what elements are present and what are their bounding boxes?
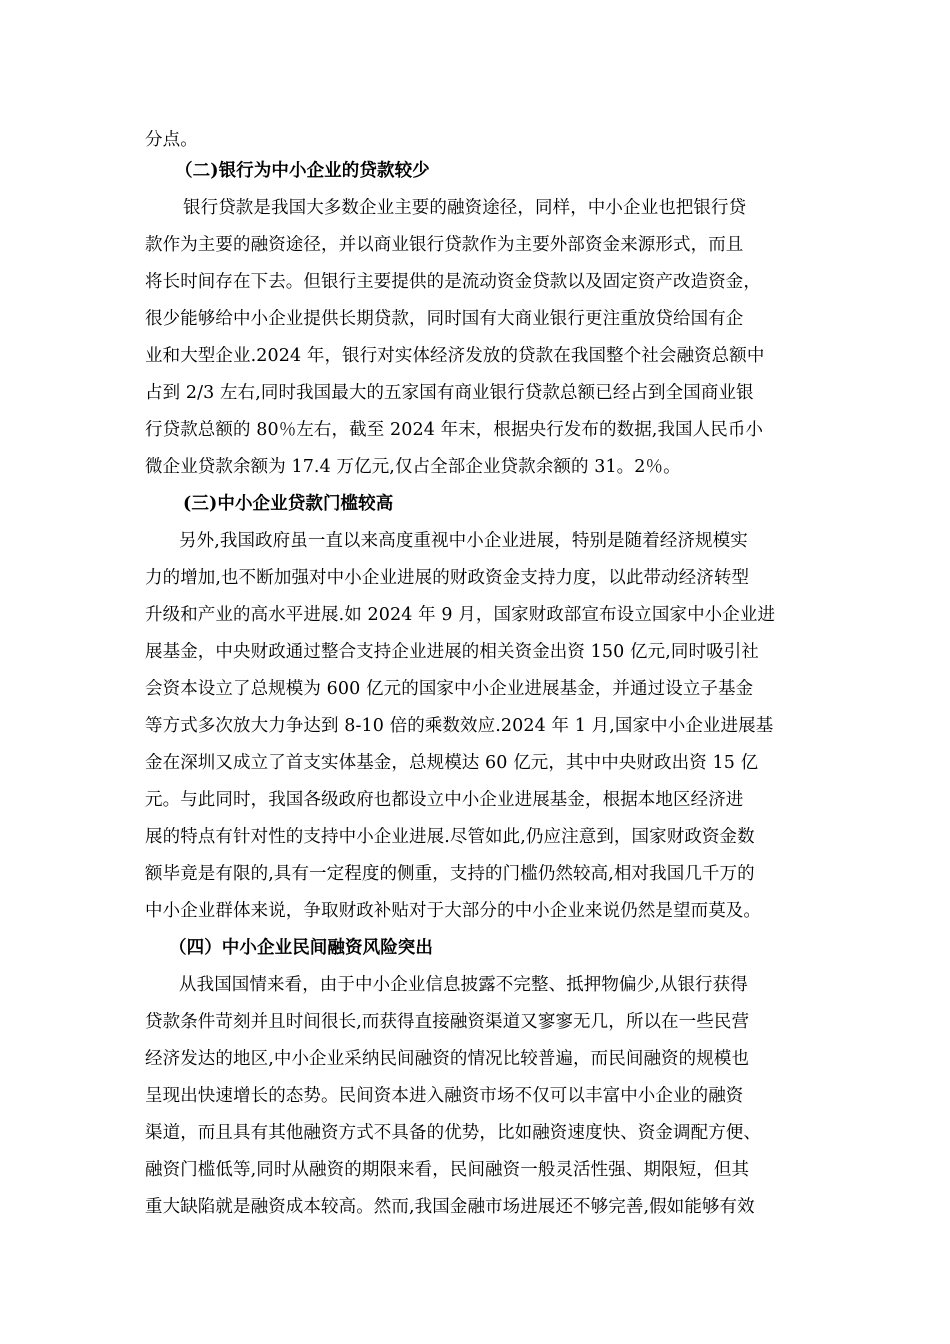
body-line: 从我国国情来看，由于中小企业信息披露不完整、抵押物偏少,从银行获得: [179, 975, 748, 995]
body-line: 展的特点有针对性的支持中小企业进展.尽管如此,仍应注意到，国家财政资金数: [145, 827, 755, 847]
section-heading-4: （四）中小企业民间融资风险突出: [169, 938, 433, 958]
body-line: 将长时间存在下去。但银行主要提供的是流动资金贷款以及固定资产改造资金，: [145, 272, 761, 292]
body-line: 经济发达的地区,中小企业采纳民间融资的情况比较普遍，而民间融资的规模也: [145, 1049, 750, 1069]
body-line: 款作为主要的融资途径，并以商业银行贷款作为主要外部资金来源形式，而且: [145, 235, 744, 255]
body-line: 力的增加,也不断加强对中小企业进展的财政资金支持力度，以此带动经济转型: [145, 568, 750, 588]
body-line: 很少能够给中小企业提供长期贷款，同时国有大商业银行更注重放贷给国有企: [145, 309, 744, 329]
body-line: 另外,我国政府虽一直以来高度重视中小企业进展，特别是随着经济规模实: [179, 531, 748, 551]
section-heading-3: (三)中小企业贷款门槛较高: [183, 494, 394, 514]
body-line: 占到 2/3 左右,同时我国最大的五家国有商业银行贷款总额已经占到全国商业银: [145, 383, 754, 403]
body-line: 会资本设立了总规模为 600 亿元的国家中小企业进展基金，并通过设立子基金: [145, 679, 754, 699]
body-line: 呈现出快速增长的态势。民间资本进入融资市场不仅可以丰富中小企业的融资: [145, 1086, 744, 1106]
body-line: 银行贷款是我国大多数企业主要的融资途径，同样，中小企业也把银行贷: [183, 198, 747, 218]
body-line: 贷款条件苛刻并且时间很长,而获得直接融资渠道又寥寥无几，所以在一些民营: [145, 1012, 750, 1032]
body-line: 展基金，中央财政通过整合支持企业进展的相关资金出资 150 亿元,同时吸引社: [145, 642, 759, 662]
body-line: 微企业贷款余额为 17.4 万亿元,仅占全部企业贷款余额的 31。2％。: [145, 457, 681, 477]
body-line: 渠道，而且具有其他融资方式不具备的优势，比如融资速度快、资金调配方便、: [145, 1123, 761, 1143]
body-line: 升级和产业的高水平进展.如 2024 年 9 月，国家财政部宣布设立国家中小企业进: [145, 605, 776, 625]
body-line: 分点。: [145, 130, 198, 150]
body-line: 等方式多次放大力争达到 8-10 倍的乘数效应.2024 年 1 月,国家中小企业进展基: [145, 716, 774, 736]
body-line: 中小企业群体来说，争取财政补贴对于大部分的中小企业来说仍然是望而莫及。: [145, 901, 761, 921]
body-line: 金在深圳又成立了首支实体基金，总规模达 60 亿元，其中中央财政出资 15 亿: [145, 753, 759, 773]
body-line: 重大缺陷就是融资成本较高。然而,我国金融市场进展还不够完善,假如能够有效: [145, 1197, 755, 1217]
body-line: 行贷款总额的 80％左右，截至 2024 年末，根据央行发布的数据,我国人民币小: [145, 420, 764, 440]
body-line: 元。与此同时，我国各级政府也都设立中小企业进展基金，根据本地区经济进: [145, 790, 744, 810]
section-heading-2: （二)银行为中小企业的贷款较少: [175, 161, 430, 181]
body-line: 额毕竟是有限的,具有一定程度的侧重，支持的门槛仍然较高,相对我国几千万的: [145, 864, 755, 884]
body-line: 业和大型企业.2024 年，银行对实体经济发放的贷款在我国整个社会融资总额中: [145, 346, 765, 366]
body-line: 融资门槛低等,同时从融资的期限来看，民间融资一般灵活性强、期限短，但其: [145, 1160, 750, 1180]
